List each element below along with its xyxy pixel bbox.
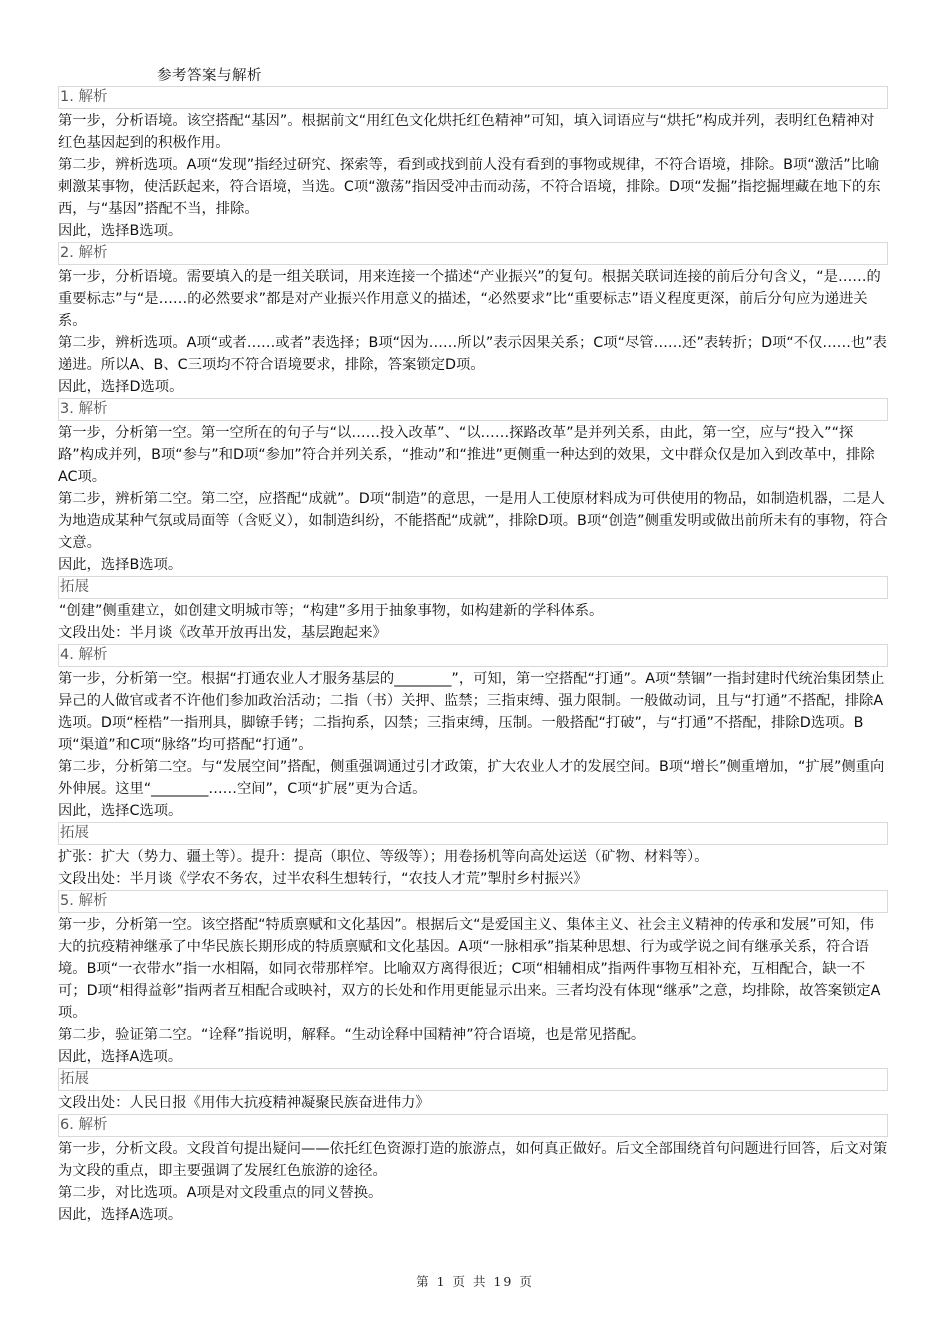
- paragraph: 第一步，分析语境。该空搭配“基因”。根据前文“用红色文化烘托红色精神”可知，填入词语应与“烘托”构成并列，表明红色精神对红色基因起到的积极作用。: [58, 113, 875, 151]
- paragraph: 第二步，对比选项。A项是对文段重点的同义替换。: [58, 1185, 383, 1201]
- paragraph: 第一步，分析第一空。该空搭配“特质禀赋和文化基因”。根据后文“是爱国主义、集体主义、社会主义精神的传承和发展”可知，伟大的抗疫精神继承了中华民族长期形成的特质禀赋和文化基因。A项“一脉相承”指某种思想、行为或学说之间有继承关系，符合语境。B项“一衣带水”指一水相隔，如同衣带那样窄。比喻双方离得很近；C项“相辅相成”指两件事物互相补充，互相配合，缺一不可；D项“相得益彰”指两者互相配合或映衬，双方的长处和作用更能显示出来。三者均没有体现“继承”之意，均排除，故答案锁定A项。: [58, 917, 881, 1021]
- paragraph: 第二步，辨析选项。A项“或者……或者”表选择；B项“因为……所以”表示因果关系；C项“尽管……还”表转折；D项“不仅……也”表递进。所以A、B、C三项均不符合语境要求，排除，答案锁定D项。: [58, 335, 887, 373]
- section-heading: 4. 解析: [58, 644, 888, 667]
- page-footer: 第 1 页 共 19 页: [416, 1274, 534, 1289]
- source-line: 文段出处：人民日报《用伟大抗疫精神凝聚民族奋进伟力》: [58, 1095, 430, 1111]
- paragraph: 因此，选择A选项。: [58, 1049, 183, 1065]
- paragraph: 第二步，辨析第二空。第二空，应搭配“成就”。D项“制造”的意思，一是用人工使原材料成为可供使用的物品，如制造机器，二是人为地造成某种气氛或局面等（含贬义），如制造纠纷，不能搭配“成就”，排除D项。B项“创造”侧重发明或做出前所未有的事物，符合文意。: [58, 491, 888, 551]
- paragraph: 扩张：扩大（势力、疆土等）。提升：提高（职位、等级等）；用卷扬机等向高处运送（矿物、材料等）。: [58, 849, 709, 865]
- section-heading: 3. 解析: [58, 398, 888, 421]
- paragraph: 第一步，分析第一空。根据“打通农业人才服务基层的________”，可知，第一空搭配“打通”。A项“禁锢”一指封建时代统治集团禁止异己的人做官或者不许他们参加政治活动；二指（书）关押、监禁；三指束缚、强力限制。一般做动词，且与“打通”不搭配，排除A选项。D项“桎梏”一指刑具，脚镣手铐；二指拘系，囚禁；三指束缚，压制。一般搭配“打破”，与“打通”不搭配，排除D选项。B项“渠道”和C项“脉络”均可搭配“打通”。: [58, 671, 885, 753]
- paragraph: 因此，选择C选项。: [58, 803, 183, 819]
- paragraph: 第二步，辨析选项。A项“发现”指经过研究、探索等，看到或找到前人没有看到的事物或规律，不符合语境，排除。B项“激活”比喻刺激某事物，使活跃起来，符合语境，当选。C项“激荡”指因受冲击而动荡，不符合语境，排除。D项“发掘”指挖掘埋藏在地下的东西，与“基因”搭配不当，排除。: [58, 157, 881, 217]
- paragraph: 因此，选择B选项。: [58, 223, 183, 239]
- answer-content: [58, 86, 888, 1226]
- paragraph: 因此，选择B选项。: [58, 557, 183, 573]
- paragraph: 因此，选择A选项。: [58, 1207, 183, 1223]
- paragraph: 第二步，分析第二空。与“发展空间”搭配，侧重强调通过引才政策，扩大农业人才的发展空间。B项“增长”侧重增加，“扩展”侧重向外伸展。这里“________……空间”，C项“扩展”更为合适。: [58, 759, 885, 797]
- extension-heading: 拓展: [58, 576, 888, 599]
- paragraph: 第一步，分析文段。文段首句提出疑问——依托红色资源打造的旅游点，如何真正做好。后文全部围绕首句问题进行回答，后文对策为文段的重点，即主要强调了发展红色旅游的途径。: [58, 1141, 888, 1179]
- paragraph: 第二步，验证第二空。“诠释”指说明，解释。“生动诠释中国精神”符合语境，也是常见搭配。: [58, 1027, 646, 1043]
- section-heading: 5. 解析: [58, 890, 888, 913]
- section-heading: 6. 解析: [58, 1114, 888, 1137]
- source-line: 文段出处：半月谈《改革开放再出发，基层跑起来》: [58, 625, 387, 641]
- section-heading: 2. 解析: [58, 242, 888, 265]
- paragraph: “创建”侧重建立，如创建文明城市等；“构建”多用于抽象事物，如构建新的学科体系。: [59, 603, 604, 619]
- paragraph: 第一步，分析语境。需要填入的是一组关联词，用来连接一个描述“产业振兴”的复句。根据关联词连接的前后分句含义，“是……的重要标志”与“是……的必然要求”都是对产业振兴作用意义的描述，“必然要求”比“重要标志”语义程度更深，前后分句应为递进关系。: [58, 269, 881, 329]
- extension-heading: 拓展: [58, 822, 888, 845]
- paragraph: 第一步，分析第一空。第一空所在的句子与“以……投入改革”、“以……探路改革”是并列关系，由此，第一空，应与“投入”“探路”构成并列，B项“参与”和D项“参加”符合并列关系，“推动”和“推进”更侧重一种达到的效果，文中群众仅是加入到改革中，排除AC项。: [58, 425, 875, 485]
- source-line: 文段出处：半月谈《学农不务农，过半农科生想转行，“农技人才荒”掣肘乡村振兴》: [58, 871, 588, 887]
- paragraph: 因此，选择D选项。: [58, 379, 184, 395]
- extension-heading: 拓展: [58, 1068, 888, 1091]
- document-title: 参考答案与解析: [157, 68, 262, 84]
- section-heading: 1. 解析: [58, 86, 888, 109]
